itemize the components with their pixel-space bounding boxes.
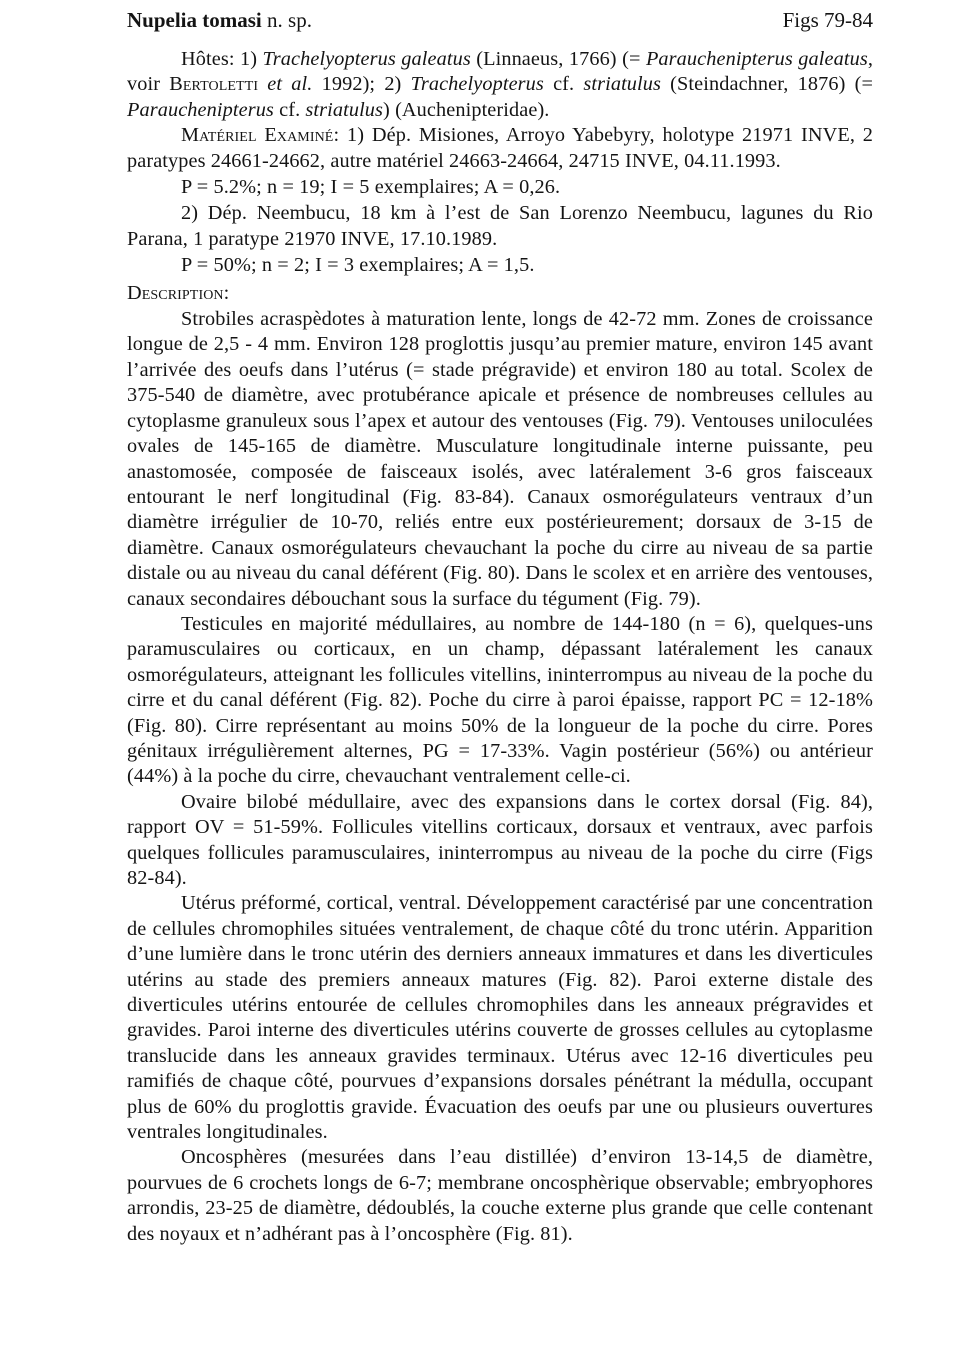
text-run-italic: et al. [267,73,313,96]
text-run: Hôtes: 1) [181,48,263,70]
text-run: Oncosphères (mesurées dans l’eau distillée) d’environ 13-14,5 de diamètre, pourvues de 6 crochets longs de 6-7; membrane oncosphèrique observable; embryophores arrondis, 23-25 de diamètre, dédoublés, la couche externe plus grande que celle contenant des noyaux et n’adhérant pas à l’oncosphère (Fig. 81). [127,1146,873,1245]
hosts-paragraph [127,47,873,123]
text-run-italic: Parauchenipterus galeatus [645,48,868,70]
description-paragraph-2 [127,612,873,790]
text-run-italic: Trachelyopterus galeatus [262,48,471,70]
description-paragraph-1 [127,307,873,612]
text-run: : [223,281,230,304]
text-run: Ovaire bilobé médullaire, avec des expansions dans le cortex dorsal (Fig. 84), rapport OV = 51-59%. Follicules vitellins corticaux, dorsaux et ventraux, avec parfois quelques follicules paramusculaires, ininterrompus au niveau de la poche du cirre (Figs 82-84). [127,790,873,889]
text-run-italic: Parauchenipterus [127,98,274,121]
description-paragraph-5 [127,1145,873,1247]
stats-line-2 [127,253,873,278]
text-run-italic: Trachelyopterus [410,73,544,96]
species-suffix: n. sp. [261,8,312,32]
text-run-smallcaps: Bertoletti [169,73,259,96]
text-run-smallcaps: Matériel Examiné [181,124,334,147]
text-run: cf. [543,73,584,96]
species-name: Nupelia tomasi [127,8,262,32]
description-paragraph-4 [127,891,873,1145]
description-paragraph-3 [127,790,873,892]
text-run: : 1) Dép. Misiones, Arroyo Yabebyry, holotype 21971 INVE, 2 paratypes 24661-24662, autre matériel 24663-24664, 24715 INVE, 04.11.1993. [127,124,874,172]
text-run: Strobiles acraspèdotes à maturation lente, longs de 42-72 mm. Zones de croissance longue de 2,5 - 4 mm. Environ 128 proglottis jusqu’au premier mature, environ 145 avant l’arrivée des oeufs dans l’utérus (= stade prégravide) et environ 180 au total. Scolex de 375-540 de diamètre, avec protubérance apicale et présence de nombreuses cellules au cytoplasme granuleux sous l’apex et autour des ventouses (Fig. 79). Ventouses uniloculées ovales de 145-165 de diamètre. Musculature longitudinale interne puissante, peu anastomosée, composée de faisceaux isolés, avec latéralement 3-6 gros faisceaux entourant le nerf longitudinal (Fig. 83-84). Canaux osmorégulateurs ventraux d’un diamètre irrégulier de 10-70, reliés entre eux postérieurement; dorsaux de 3-15 de diamètre. Canaux osmorégulateurs chevauchant la poche du cirre au niveau de sa partie distale ou au niveau du canal déférent (Fig. 80). Dans le scolex et en arrière des ventouses, canaux secondaires débouchant sous la surface du tégument (Fig. 79). [127,308,873,610]
text-run: 2) Dép. Neembucu, 18 km à l’est de San Lorenzo Neembucu, lagunes du Rio Parana, 1 paratype 21970 INVE, 17.10.1989. [127,202,873,250]
text-run: Testicules en majorité médullaires, au nombre de 144-180 (n = 6), quelques-uns paramusculaires ou corticaux, en un champ, dépassant latéralement les canaux osmorégulateurs, atteignant les follicules vitellins, ininterrompus au niveau de la poche du cirre et du canal déférent (Fig. 82). Poche du cirre à paroi épaisse, rapport PC = 12-18% (Fig. 80). Cirre représentant au moins 50% de la longueur de la poche du cirre. Pores génitaux irrégulièrement alternes, PG = 17-33%. Vagin postérieur (56%) ou antérieur (44%) à la poche du cirre, chevauchant ventralement celle-ci. [127,612,873,788]
page-header [127,8,873,32]
text-run-italic: striatulus [583,73,662,96]
document-page [127,8,873,1247]
description-heading [127,281,873,306]
figs-reference: Figs 79-84 [782,8,873,32]
article-body [127,47,873,1247]
text-run: cf. [273,98,306,121]
text-run: Utérus préformé, cortical, ventral. Développement caractérisé par une concentration de cellules chromophiles situées ventralement, de chaque côté du tronc utérin. Apparition d’une lumière dans le tronc utérin des derniers anneaux immatures et dans les diverticules utérins au stade des premiers anneaux matures (Fig. 82). Paroi externe distale des diverticules utérins entourée de cellules chromophiles dans les anneaux prégravides et gravides. Paroi interne des diverticules utérins couverte de grosses cellules au cytoplasme translucide dans les anneaux gravides terminaux. Utérus avec 12-16 diverticules peu ramifiés de chaque côté, pourvues d’expansions dorsales pénétrant la médulla, occupant plus de 60% du proglottis gravide. Évacuation des oeufs par une ou plusieurs ouvertures ventrales longitudinales. [127,892,873,1144]
text-run: P = 5.2%; n = 19; I = 5 exemplaires; A = 0,26. [181,176,561,199]
stats-line-1 [127,175,873,200]
text-run: 1992); 2) [312,73,411,96]
taxon-heading [127,8,312,32]
text-run: , voir [127,48,873,96]
text-run: (Linnaeus, 1766) (= [470,48,646,70]
locality-2-paragraph [127,201,873,252]
text-run-smallcaps: Description [127,281,224,304]
text-run: P = 50%; n = 2; I = 3 exemplaires; A = 1,5. [181,254,535,277]
text-run: ) (Auchenipteridae). [383,98,550,121]
text-run [258,73,267,95]
text-run-italic: striatulus [305,98,384,121]
material-examined-paragraph [127,123,873,174]
text-run: (Steindachner, 1876) (= [661,73,874,96]
